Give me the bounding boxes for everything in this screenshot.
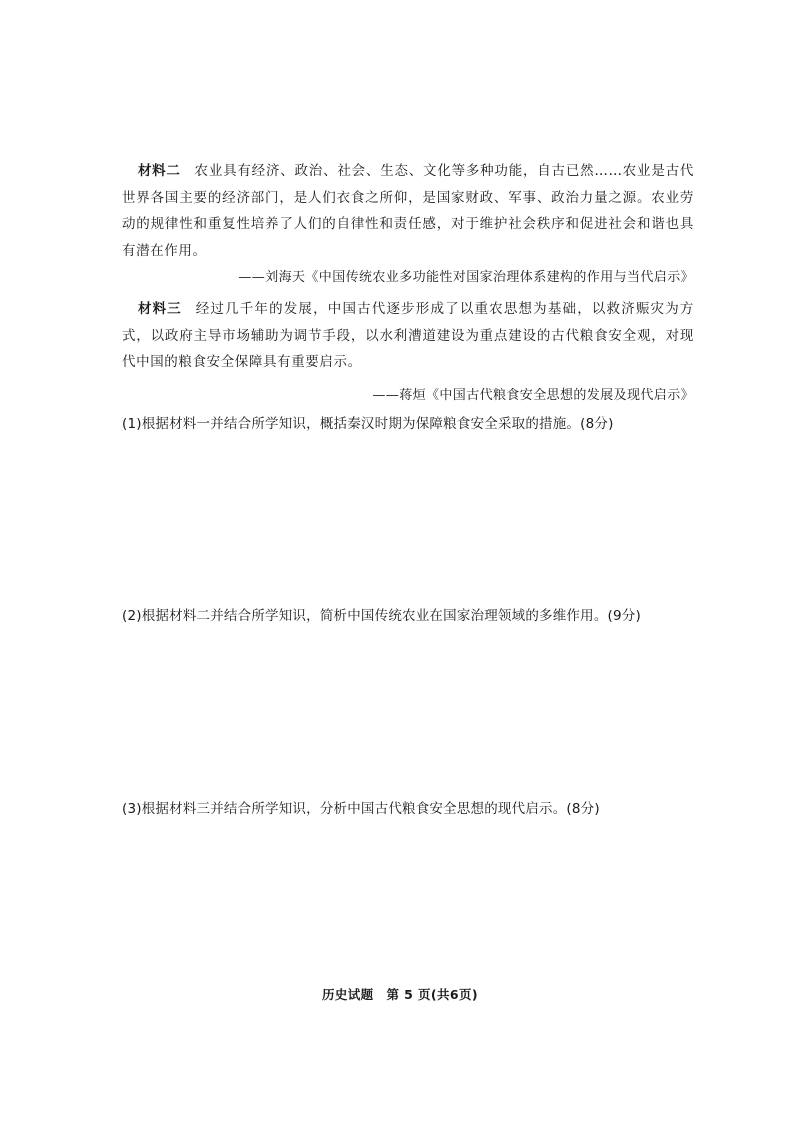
question-2: (2)根据材料二并结合所学知识，简析中国传统农业在国家治理领域的多维作用。(9分) (122, 608, 641, 624)
material-three-paragraph (122, 296, 694, 376)
question-1: (1)根据材料一并结合所学知识，概括秦汉时期为保障粮食安全采取的措施。(8分) (122, 416, 614, 432)
material-two-paragraph (122, 158, 694, 264)
page-footer: 历史试题 第 5 页(共6页) (321, 987, 479, 1002)
question-3: (3)根据材料三并结合所学知识，分析中国古代粮食安全思想的现代启示。(8分) (122, 801, 600, 817)
material-two-text: 农业具有经济、政治、社会、生态、文化等多种功能，自古已然……农业是古代世界各国主要的经济部门，是人们衣食之所仰，是国家财政、军事、政治力量之源。农业劳动的规律性和重复性培养了人们的自律性和责任感，对于维护社会秩序和促进社会和谐也具有潜在作用。 (122, 163, 695, 259)
material-two-source: ——刘海天《中国传统农业多功能性对国家治理体系建构的作用与当代启示》 (238, 270, 694, 285)
material-two-label: 材料二 (138, 163, 181, 179)
material-three-label: 材料三 (138, 301, 182, 317)
material-three-text: 经过几千年的发展，中国古代逐步形成了以重农思想为基础，以救济赈灾为方式，以政府主导市场辅助为调节手段，以水利漕道建设为重点建设的古代粮食安全观，对现代中国的粮食安全保障具有重要启示。 (122, 301, 694, 370)
material-three-source: ——蒋烜《中国古代粮食安全思想的发展及现代启示》 (372, 388, 694, 403)
